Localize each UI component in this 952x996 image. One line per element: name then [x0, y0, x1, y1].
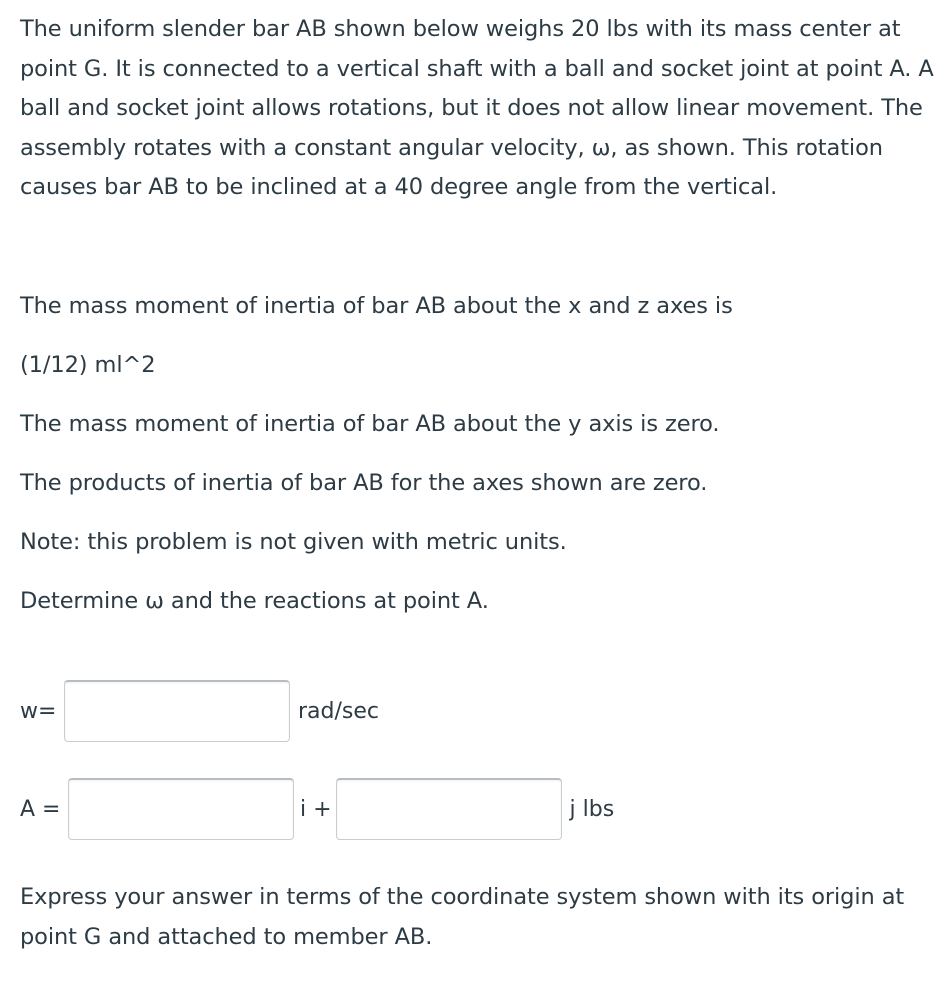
reaction-j-input[interactable]	[336, 778, 562, 840]
omega-label: w=	[20, 698, 57, 724]
coordinate-system-note-block	[20, 878, 935, 957]
reaction-i-label: i +	[300, 796, 332, 822]
problem-intro: The uniform slender bar AB shown below weighs 20 lbs with its mass center at point G. It is connected to a vertical shaft with a ball and socket joint at point A. A ball and socket joint allows rotations, but it does not allow linear movement. The assembly rotates with a constant angular velocity, ω, as shown. This rotation causes bar AB to be inclined at a 40 degree angle from the vertical.	[20, 16, 934, 200]
inertia-xz-statement: The mass moment of inertia of bar AB about the x and z axes is	[20, 292, 733, 319]
reaction-i-input[interactable]	[68, 778, 294, 840]
reaction-answer-row	[20, 778, 614, 840]
omega-input[interactable]	[64, 680, 290, 742]
products-of-inertia-statement: The products of inertia of bar AB for the axes shown are zero.	[20, 469, 708, 496]
inertia-formula: (1/12) ml^2	[20, 351, 156, 378]
units-note: Note: this problem is not given with metric units.	[20, 528, 567, 555]
coordinate-system-note: Express your answer in terms of the coordinate system shown with its origin at point G and attached to member AB.	[20, 884, 905, 950]
reaction-label: A =	[20, 796, 61, 822]
reaction-j-unit-label: j lbs	[569, 796, 615, 822]
omega-answer-row	[20, 680, 379, 742]
task-statement: Determine ω and the reactions at point A.	[20, 587, 489, 614]
omega-unit-label: rad/sec	[298, 698, 379, 724]
inertia-y-statement: The mass moment of inertia of bar AB about the y axis is zero.	[20, 410, 720, 437]
question-text	[20, 10, 935, 641]
